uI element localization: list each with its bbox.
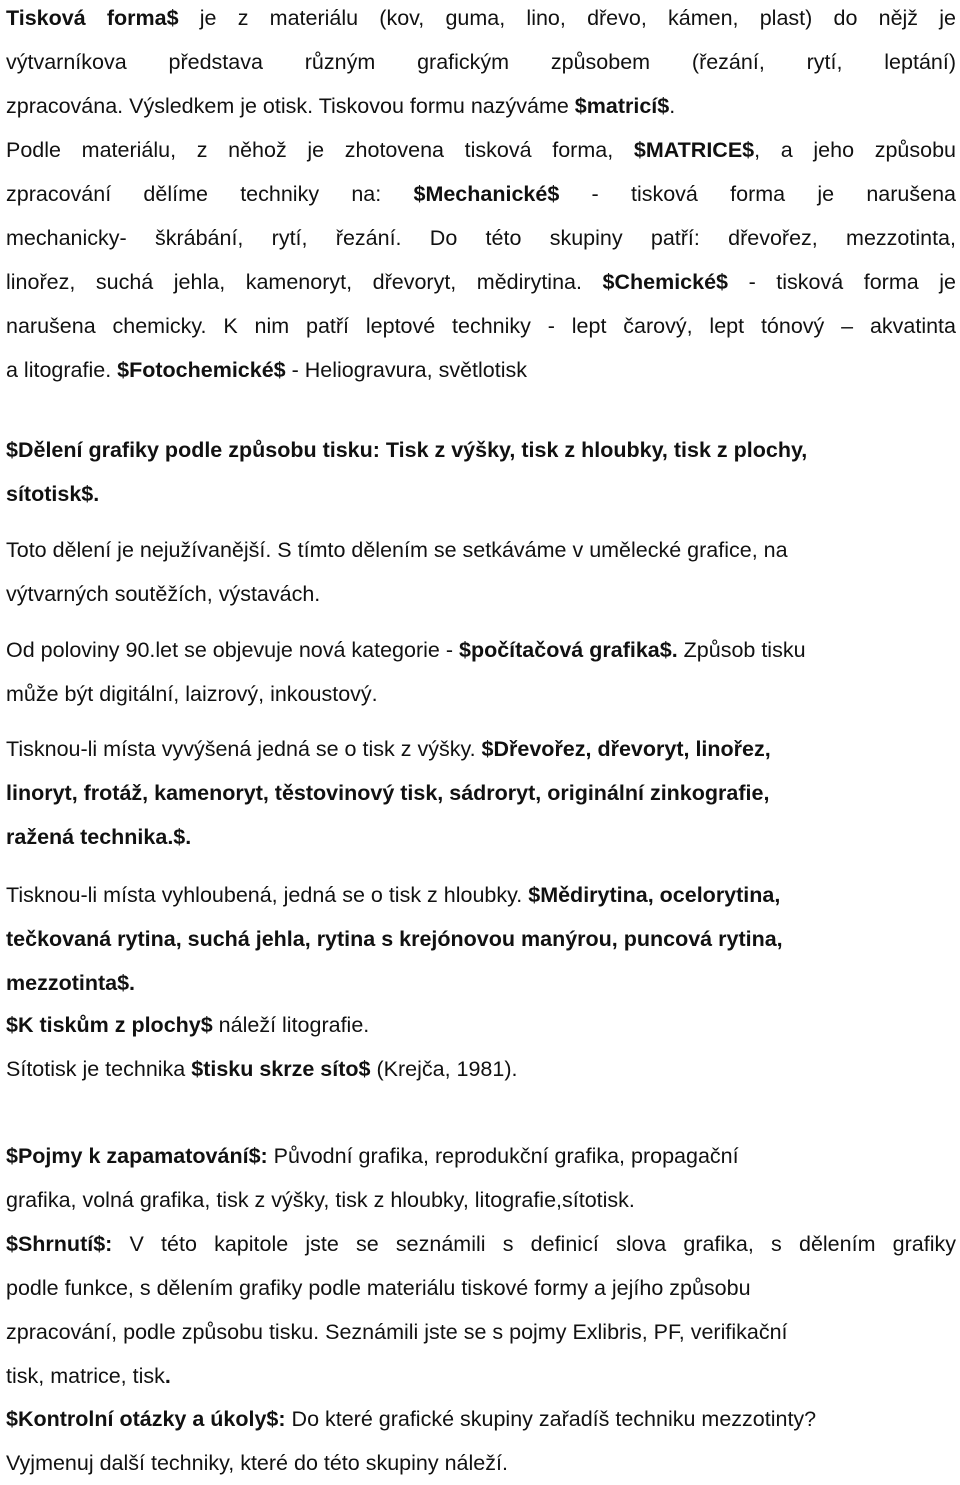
text-line: Sítotisk je technika $tisku skrze síto$ (Krejča, 1981). (6, 1057, 518, 1081)
division-heading-cont: sítotisk$. (6, 482, 100, 506)
text-line: mechanicky- škrábání, rytí, řezání. Do této skupiny patří: dřevořez, mezzotinta, (6, 226, 956, 250)
text-line: Podle materiálu, z něhož je zhotovena tisková forma, $MATRICE$, a jeho způsobu (6, 138, 956, 162)
label-summary: $Shrnutí$: (6, 1232, 113, 1256)
text-line: Tisková forma$ je z materiálu (kov, guma, lino, dřevo, kámen, plast) do nějž je (6, 6, 956, 30)
label-review-questions: $Kontrolní otázky a úkoly$: (6, 1407, 286, 1431)
paragraph-printing-form (6, 0, 956, 392)
division-heading: $Dělení grafiky podle způsobu tisku: Tisk z výšky, tisk z hloubky, tisk z plochy, (6, 438, 808, 462)
term-computer-graphics: $počítačová grafika$. (458, 638, 678, 662)
text-line: výtvarníkova představa různým grafickým způsobem (řezání, rytí, leptání) (6, 50, 956, 74)
paragraph-relief-print: Tisknou-li místa vyvýšená jedná se o tisk z výšky. $Dřevořez, dřevoryt, linořez, linoryt, frotáž, kamenoryt, těstovinový tisk, sádroryt, originální zinkografie, ražená technika.$. (6, 727, 956, 859)
paragraph-terms: $Pojmy k zapamatování$: Původní grafika, reprodukční grafika, propagační grafika, volná grafika, tisk z výšky, tisk z hloubky, litografie,sítotisk. (6, 1134, 956, 1222)
term-chemical: $Chemické$ (602, 270, 729, 294)
text-line: $K tiskům z plochy$ náleží litografie. (6, 1013, 370, 1037)
term-matrice: $MATRICE$ (633, 138, 755, 162)
text-line: zpracování dělíme techniky na: $Mechanické$ - tisková forma je narušena (6, 182, 956, 206)
paragraph-summary: $Shrnutí$: V této kapitole jste se seznámili s definicí slova grafika, s dělením grafiky podle funkce, s dělením grafiky podle materiálu tiskové formy a jejího způsobu zpracování, podle způsobu tisku. Seznámili jste se s pojmy Exlibris, PF, verifikační tisk, matrice, tisk. (6, 1222, 956, 1398)
paragraph-most-used: Toto dělení je nejužívanější. S tímto dělením se setkáváme v umělecké grafice, na výtvarných soutěžích, výstavách. (6, 538, 788, 606)
term-photochemical: $Fotochemické$ (117, 358, 286, 382)
text-line: $Shrnutí$: V této kapitole jste se seznámili s definicí slova grafika, s dělením grafiky (6, 1232, 956, 1256)
paragraph-computer-graphics: Od poloviny 90.let se objevuje nová kategorie - $počítačová grafika$. Způsob tisku může být digitální, laizrový, inkoustový. (6, 628, 956, 716)
text-line: $Pojmy k zapamatování$: Původní grafika, reprodukční grafika, propagační (6, 1144, 739, 1168)
text-line: linořez, suchá jehla, kamenoryt, dřevoryt, mědirytina. $Chemické$ - tisková forma je (6, 270, 956, 294)
text-line: zpracována. Výsledkem je otisk. Tiskovou formu nazýváme $matricí$. (6, 94, 676, 118)
paragraph-intaglio-print: Tisknou-li místa vyhloubená, jedná se o tisk z hloubky. $Mědirytina, ocelorytina, tečkovaná rytina, suchá jehla, rytina s krejónovou manýrou, puncová rytina, mezzotinta$. (6, 873, 956, 1005)
paragraph-screen-print (6, 1047, 956, 1091)
term-printing-form: Tisková forma$ (6, 6, 179, 30)
text-line: Tisknou-li místa vyhloubená, jedná se o tisk z hloubky. $Mědirytina, ocelorytina, (6, 883, 781, 907)
text-line: Tisknou-li místa vyvýšená jedná se o tisk z výšky. $Dřevořez, dřevoryt, linořez, (6, 737, 771, 761)
text-line: narušena chemicky. K nim patří leptové techniky - lept čarový, lept tónový – akvatinta (6, 314, 956, 338)
paragraph-division-heading (6, 428, 956, 516)
text-line: a litografie. $Fotochemické$ - Heliogravura, světlotisk (6, 358, 528, 382)
text-line: $Kontrolní otázky a úkoly$: Do které grafické skupiny zařadíš techniku mezzotinty? (6, 1407, 817, 1431)
term-mechanical: $Mechanické$ (413, 182, 560, 206)
text-line: Od poloviny 90.let se objevuje nová kategorie - $počítačová grafika$. Způsob tisku (6, 638, 806, 662)
term-matrix: $matricí$ (574, 94, 670, 118)
text-line: tisk, matrice, tisk. (6, 1364, 171, 1388)
label-terms: $Pojmy k zapamatování$: (6, 1144, 268, 1168)
paragraph-review-questions: $Kontrolní otázky a úkoly$: Do které grafické skupiny zařadíš techniku mezzotinty? Vyjmenuj další techniky, které do této skupiny náleží. (6, 1397, 956, 1485)
paragraph-planographic (6, 1003, 956, 1047)
